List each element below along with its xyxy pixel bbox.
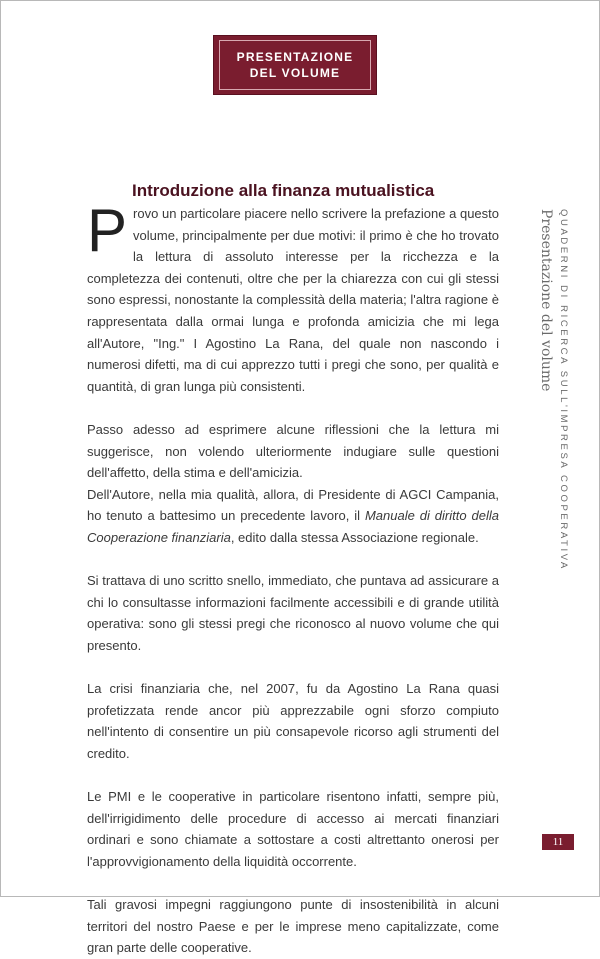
section-label-line-2: DEL VOLUME (249, 66, 341, 80)
running-header-section: Presentazione del volume (538, 209, 554, 392)
section-label-line-1: PRESENTAZIONE (236, 50, 354, 64)
page-number: 11 (542, 834, 574, 850)
paragraph-1 (87, 197, 499, 397)
section-label-frame (219, 40, 371, 90)
paragraph-6: Le PMI e le cooperative in particolare risentono infatti, sempre più, dell'irrigidimento delle procedure di accesso ai mercati finanziari ordinari e sono chiamate a sottostare a costi altrettanto onerosi per l'approvvigionamento della liquidità occorrente. (87, 789, 499, 869)
running-header-series: QUADERNI DI RICERCA SULL'IMPRESA COOPERATIVA (558, 209, 569, 571)
paragraph-4: Si trattava di uno scritto snello, immediato, che puntava ad assicurare a chi lo consultasse informazioni facilmente accessibili e di grande utilità operativa: sono gli stessi pregi che riconosco al nuovo volume che qui presento. (87, 573, 499, 653)
running-header-vertical (528, 209, 588, 689)
paragraph-3-text-end: , edito dalla stessa Associazione regionale. (230, 529, 479, 545)
paragraph-3-book-title: Manuale di diritto della Cooperazione finanziaria (87, 508, 499, 545)
paragraph-3-text-start: Dell'Autore, nella mia qualità, allora, di Presidente di AGCI Campania, ho tenuto a battesimo un precedente lavoro, il (87, 486, 499, 524)
body-text (87, 197, 499, 959)
paragraph-7: Tali gravosi impegni raggiungono punte di insostenibilità in alcuni territori del nostro Paese e per le imprese meno capitalizzate, come gran parte delle cooperative. (87, 897, 499, 956)
paragraph-2: Passo adesso ad esprimere alcune riflessioni che la lettura mi suggerisce, non volendo ulteriormente indugiare sulle questioni dell'affetto, della stima e dell'amicizia. (87, 421, 499, 481)
section-label-box (213, 35, 377, 95)
paragraph-3 (87, 484, 499, 549)
paragraph-5: La crisi finanziaria che, nel 2007, fu da Agostino La Rana quasi profetizzata rende ancor più apprezzabile ogni sforzo compiuto nell'intento di consentire un più consapevole ricorso agli strumenti del credito. (87, 681, 499, 761)
drop-cap: P (87, 197, 128, 264)
chapter-title: Introduzione alla finanza mutualistica (132, 181, 435, 200)
paragraph-1-text: rovo un particolare piacere nello scrivere la prefazione a questo volume, principalmente per due motivi: il primo è che ho trovato la lettura di assoluto interesse per la ricchezza e la completezza dei contenuti, oltre che per la chiarezza con cui gli stessi sono espressi, nonostante la complessità della materia; l'altra ragione è rappresentata dalla ormai lunga e profonda amicizia che mi lega all'Autore, "Ing." I Agostino La Rana, del quale non nascondo i numerosi difetti, ma di cui apprezzo tutti i pregi che sono, per qualità e quantità, di gran lunga più consistenti. (87, 206, 499, 394)
